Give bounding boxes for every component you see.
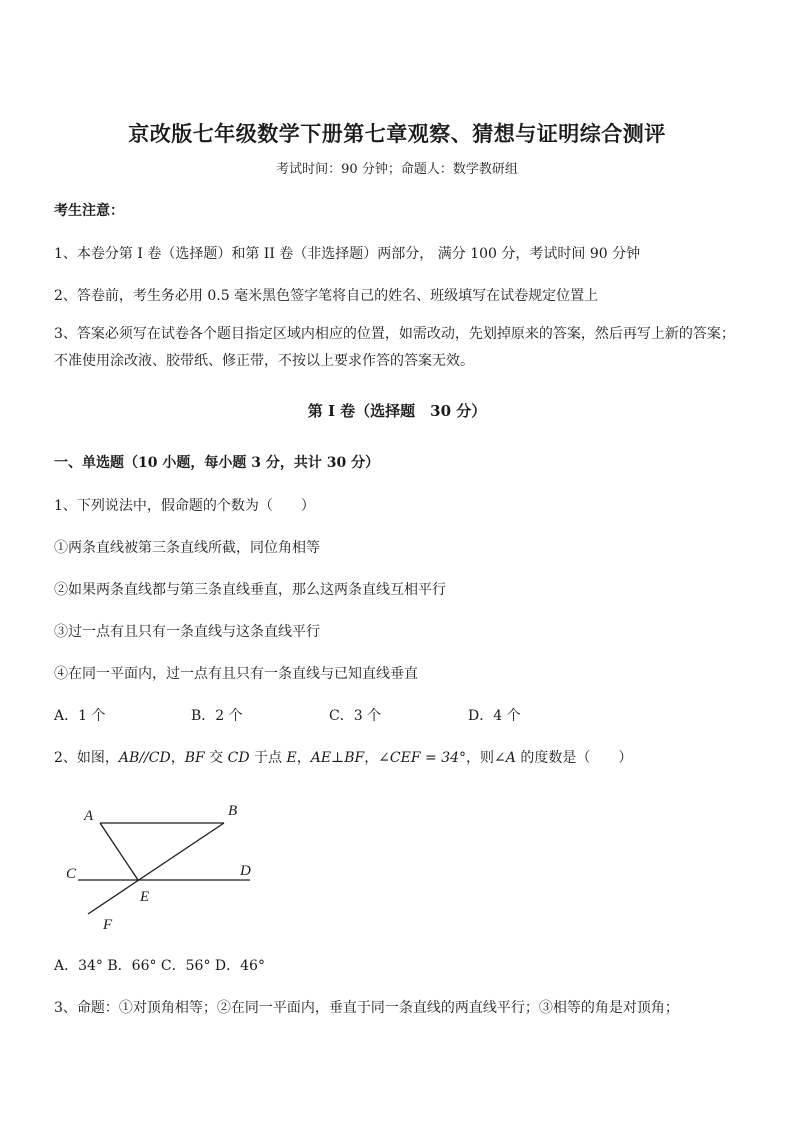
q2-target-angle: ∠A (494, 750, 516, 766)
question-2-stem (54, 747, 632, 767)
notice-item-2: 2、答卷前，考生务必用 0.5 毫米黑色签字笔将自己的姓名、班级填写在试卷规定位置上 (54, 288, 599, 304)
q2-line-cd: CD (227, 750, 250, 766)
exam-info: 考试时间：90 分钟；命题人：数学教研组 (276, 162, 518, 177)
segment-ae (100, 823, 138, 880)
q2-condition-angle: ∠CEF = 34° (378, 750, 467, 766)
question-1-statement-3: ③过一点有且只有一条直线与这条直线平行 (54, 624, 320, 640)
section-heading: 一、单选题（10 小题，每小题 3 分，共计 30 分） (54, 455, 380, 471)
label-c: C (66, 866, 77, 882)
label-a: A (84, 808, 94, 824)
question-1-stem: 1、下列说法中，假命题的个数为（ ） (54, 498, 315, 514)
q2-sep: ， (364, 750, 379, 766)
notice-item-1: 1、本卷分第 I 卷（选择题）和第 II 卷（非选择题）两部分， 满分 100 分，考试时间 90 分钟 (54, 246, 641, 262)
q2-condition-parallel: AB//CD (118, 750, 171, 766)
q2-sep: ， (170, 750, 185, 766)
question-1-statement-2: ②如果两条直线都与第三条直线垂直，那么这两条直线互相平行 (54, 582, 446, 598)
label-e: E (140, 889, 150, 905)
page-title: 京改版七年级数学下册第七章观察、猜想与证明综合测评 (128, 121, 666, 146)
q2-suffix: 的度数是（ ） (515, 750, 633, 766)
q2-sep: ， (296, 750, 311, 766)
question-2-options: A．34° B．66° C．56° D．46° (54, 958, 265, 974)
q2-point-e: E (286, 750, 297, 766)
q2-condition-perpendicular: AE⊥BF (310, 750, 365, 766)
q2-text: 于点 (249, 750, 287, 766)
notice-item-3: 3、答案必须写在试卷各个题目指定区域内相应的位置，如需改动，先划掉原来的答案，然后再写上新的答案；不准使用涂改液、胶带纸、修正带，不按以上要求作答的答案无效。 (54, 326, 735, 369)
question-1-option-b: B．2 个 (191, 708, 243, 724)
q2-text: ，则 (466, 750, 495, 766)
q2-line-bf: BF (184, 750, 205, 766)
geometry-figure (60, 795, 270, 935)
part-title: 第 I 卷（选择题 30 分） (307, 402, 487, 420)
question-1-option-a: A．1 个 (54, 708, 106, 724)
label-d: D (240, 863, 251, 879)
q2-prefix: 2、如图， (54, 750, 119, 766)
label-b: B (228, 803, 238, 819)
q2-text: 交 (204, 750, 228, 766)
label-f: F (103, 917, 113, 933)
question-1-option-d: D．4 个 (468, 708, 521, 724)
question-1-statement-1: ①两条直线被第三条直线所截，同位角相等 (54, 540, 320, 556)
question-1-option-c: C．3 个 (329, 708, 382, 724)
question-1-statement-4: ④在同一平面内，过一点有且只有一条直线与已知直线垂直 (54, 666, 418, 682)
question-3-stem: 3、命题：①对顶角相等；②在同一平面内，垂直于同一条直线的两直线平行；③相等的角是对顶角； (54, 1000, 679, 1016)
notice-heading: 考生注意： (54, 203, 124, 219)
